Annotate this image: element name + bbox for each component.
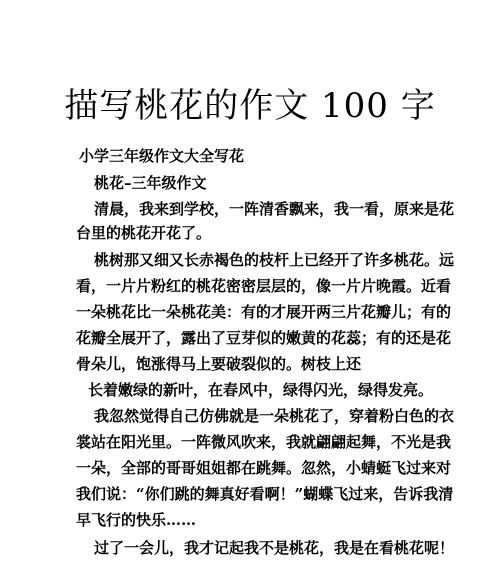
paragraph-line: 过了一会儿，我才记起我不是桃花，我是在看桃花呢！ — [94, 539, 455, 557]
paragraph-line: 我忽然觉得自己仿佛就是一朵桃花了，穿着粉白色的衣 — [94, 407, 455, 425]
subtitle-line: 小学三年级作文大全写花 — [79, 147, 245, 165]
document-title: 描写桃花的作文 100 字 — [64, 86, 436, 126]
paragraph-line: 看，一片片粉红的桃花密密层层的，像一片片晚霞。近看 — [76, 277, 452, 295]
subtitle-line: 桃花–三年级作文 — [94, 174, 207, 192]
paragraph-line: 长着嫩绿的新叶，在春风中，绿得闪光，绿得发亮。 — [88, 381, 434, 399]
paragraph-line: 裳站在阳光里。一阵微风吹来，我就翩翩起舞，不光是我 — [76, 433, 452, 451]
paragraph-line: 桃树那又细又长赤褐色的枝杆上已经开了许多桃花。远 — [94, 251, 455, 269]
paragraph-line: 我们说：“你们跳的舞真好看啊！”蝴蝶飞过来，告诉我清 — [76, 485, 454, 503]
paragraph-line: 早飞行的快乐…… — [76, 511, 197, 529]
paragraph-line: 骨朵儿，饱涨得马上要破裂似的。树枝上还 — [76, 355, 362, 373]
paragraph-line: 清晨，我来到学校，一阵清香飘来，我一看，原来是花 — [94, 200, 455, 218]
paragraph-line: 花瓣全展开了，露出了豆芽似的嫩黄的花蕊；有的还是花 — [76, 329, 452, 347]
paragraph-line: 台里的桃花开花了。 — [76, 224, 212, 242]
paragraph-line: 一朵，全部的哥哥姐姐都在跳舞。忽然，小蜻蜓飞过来对 — [76, 459, 452, 477]
paragraph-line: 一朵桃花比一朵桃花美：有的才展开两三片花瓣儿；有的 — [76, 303, 452, 321]
